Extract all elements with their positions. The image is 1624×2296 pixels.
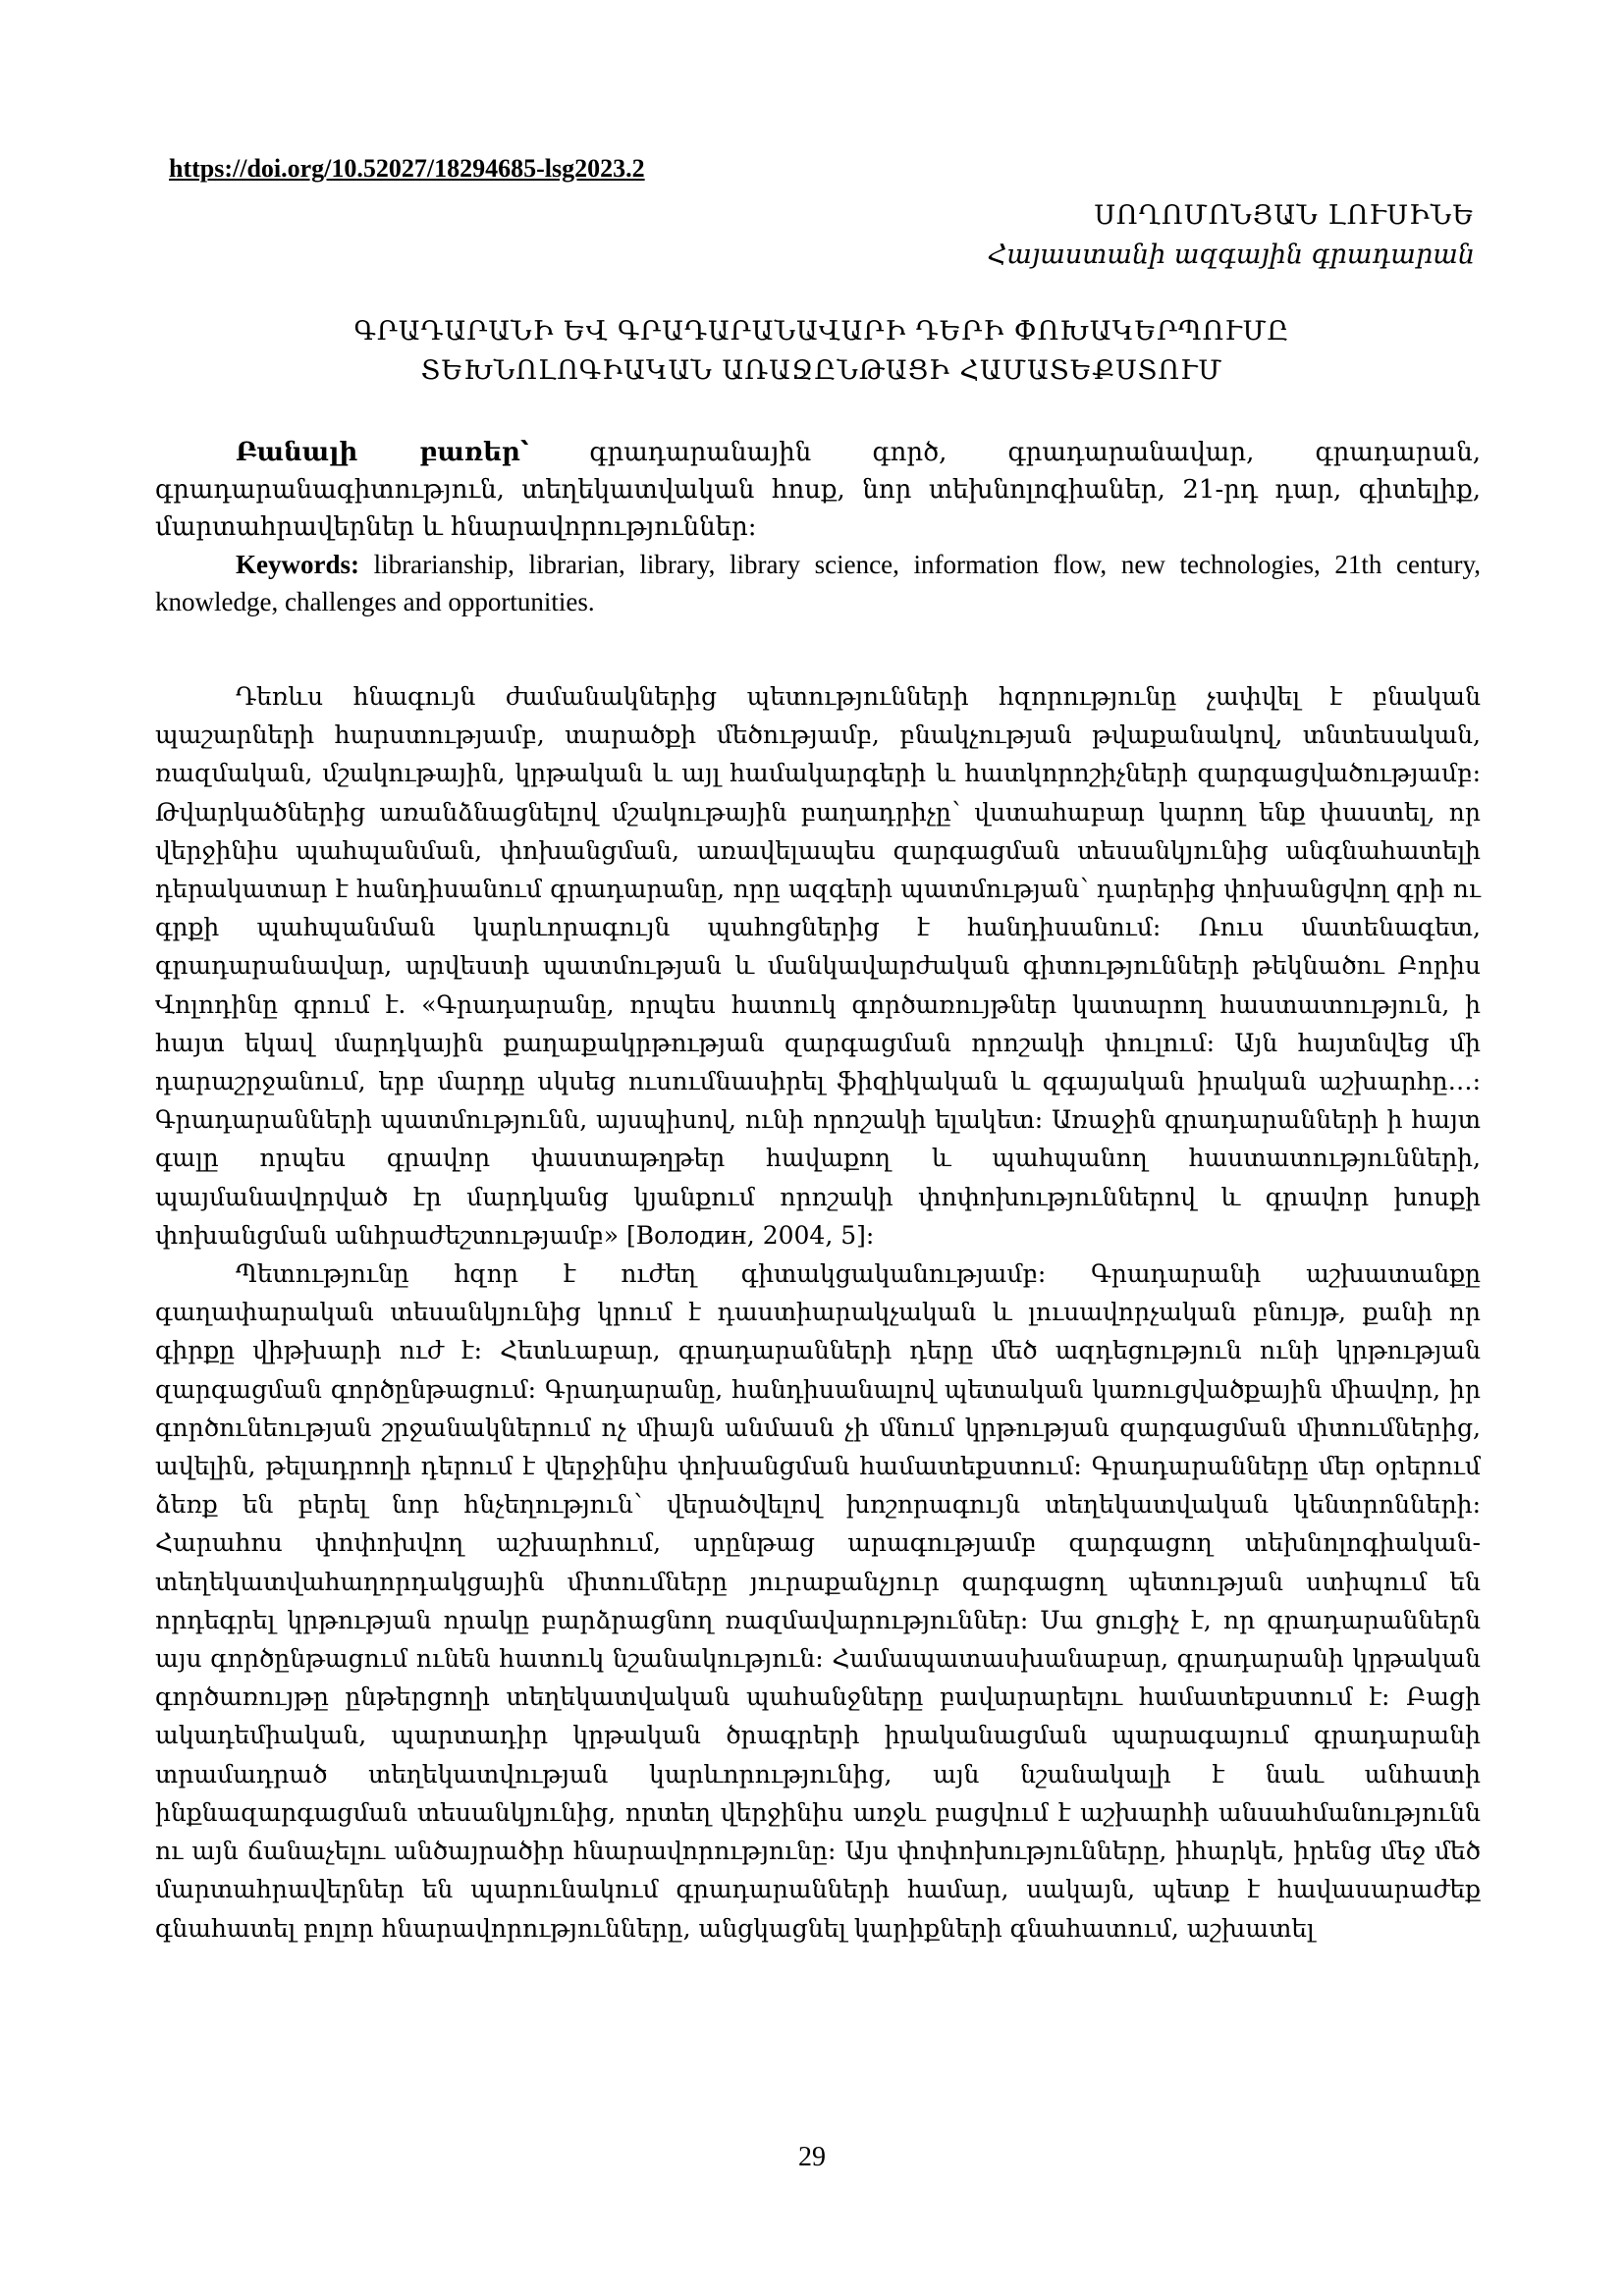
title-line-2: ՏԵԽՆՈԼՈԳԻԱԿԱՆ ԱՌԱՋԸՆԹԱՑԻ ՀԱՄԱՏԵՔՍՏՈՒՄ <box>420 355 1223 386</box>
author-affiliation: Հայաստանի ազգային գրադարան <box>987 240 1475 270</box>
author-block <box>988 196 1475 275</box>
author-name: ՍՈՂՈՄՈՆՅԱՆ ԼՈՒՍԻՆԵ <box>1094 200 1475 231</box>
doi-link[interactable]: https://doi.org/10.52027/18294685-lsg2023.2 <box>169 154 645 183</box>
article-title <box>169 312 1475 391</box>
keywords-armenian-label: Բանալի բառեր՝ <box>236 438 529 467</box>
keywords-english-label: Keywords: <box>236 550 359 579</box>
keywords-armenian <box>155 434 1481 546</box>
title-line-1: ԳՐԱԴԱՐԱՆԻ ԵՎ ԳՐԱԴԱՐԱՆԱՎԱՐԻ ԴԵՐԻ ՓՈԽԱԿԵՐՊՈՒՄԸ <box>353 316 1290 347</box>
article-body <box>155 677 1481 1948</box>
keywords-english <box>155 546 1481 620</box>
page-number: 29 <box>798 2142 826 2172</box>
body-paragraph-1: Դեռևս հնագույն ժամանակներից պետությունների հզորությունը չափվել է բնական պաշարների հարստությամբ, տարածքի մեծությամբ, բնակչության թվաքանակով, տնտեսական, ռազմական, մշակութային, կրթական և այլ համակարգերի և հատկորոշիչների զարգացվածությամբ: Թվարկածներից առանձնացնելով մշակութային բաղադրիչը՝ վստահաբար կարող ենք փաստել, որ վերջինիս պահպանման, փոխանցման, առավելապես զարգացման տեսանկյունից անգնահատելի դերակատար է հանդիսանում գրադարանը, որը ազգերի պատմության՝ դարերից փոխանցվող գրի ու գրքի պահպանման կարևորագույն պահոցներից է հանդիսանում: Ռուս մատենագետ, գրադարանավար, արվեստի պատմության և մանկավարժական գիտությունների թեկնածու Բորիս Վոլոդինը գրում է. «Գրադարանը, որպես հատուկ գործառույթներ կատարող հաստատություն, ի հայտ եկավ մարդկային քաղաքակրթության զարգացման որոշակի փուլում: Այն հայտնվեց մի դարաշրջանում, երբ մարդը սկսեց ուսումնասիրել ֆիզիկական և զգայական իրական աշխարհը…: Գրադարանների պատմությունն, այսպիսով, ունի որոշակի ելակետ: Առաջին գրադարանների ի հայտ գալը որպես գրավոր փաստաթղթեր հավաքող և պահպանող հաստատությունների, պայմանավորված էր մարդկանց կյանքում որոշակի փոփոխություններով և գրավոր խոսքի փոխանցման անհրաժեշտությամբ» [Володин, 2004, 5]: <box>155 682 1481 1250</box>
body-paragraph-2: Պետությունը հզոր է ուժեղ գիտակցականությամբ: Գրադարանի աշխատանքը գաղափարական տեսանկյունից կրում է դաստիարակչական և լուսավորչական բնույթ, քանի որ գիրքը վիթխարի ուժ է: Հետևաբար, գրադարանների դերը մեծ ազդեցություն ունի կրթության զարգացման գործընթացում: Գրադարանը, հանդիսանալով պետական կառուցվածքային միավոր, իր գործունեության շրջանակներում ոչ միայն անմասն չի մնում կրթության զարգացման միտումներից, ավելին, թելադրողի դերում է վերջինիս փոխանցման համատեքստում: Գրադարանները մեր օրերում ձեռք են բերել նոր հնչեղություն՝ վերածվելով խոշորագույն տեղեկատվական կենտրոնների: Հարահոս փոփոխվող աշխարհում, սրընթաց արագությամբ զարգացող տեխնոլոգիական-տեղեկատվահաղորդակցային միտումները յուրաքանչյուր զարգացող պետության ստիպում են որդեգրել կրթության որակը բարձրացնող ռազմավարություններ: Սա ցուցիչ է, որ գրադարաններն այս գործընթացում ունեն հատուկ նշանակություն: Համապատասխանաբար, գրադարանի կրթական գործառույթը ընթերցողի տեղեկատվական պահանջները բավարարելու համատեքստում է: Բացի ակադեմիական, պարտադիր կրթական ծրագրերի իրականացման պարագայում գրադարանի տրամադրած տեղեկատվության կարևորությունից, այն նշանակալի է նաև անհատի ինքնազարգացման տեսանկյունից, որտեղ վերջինիս առջև բացվում է աշխարհի անսահմանությունն ու այն ճանաչելու անծայրածիր հնարավորությունը: Այս փոփոխությունները, իհարկե, իրենց մեջ մեծ մարտահրավերներ են պարունակում գրադարանների համար, սակայն, պետք է հավասարաժեք գնահատել բոլոր հնարավորությունները, անցկացնել կարիքների գնահատում, աշխատել <box>155 1259 1481 1943</box>
keywords-english-text: librarianship, librarian, library, library science, information flow, new technologies, 21th century, knowledge, challenges and opportunities. <box>155 550 1481 616</box>
keywords-block <box>155 434 1481 620</box>
keywords-armenian-text: գրադարանային գործ, գրադարանավար, գրադարան, գրադարանագիտություն, տեղեկատվական հոսք, նոր տեխնոլոգիաներ, 21-րդ դար, գիտելիք, մարտահրավերներ և հնարավորություններ: <box>155 438 1482 542</box>
